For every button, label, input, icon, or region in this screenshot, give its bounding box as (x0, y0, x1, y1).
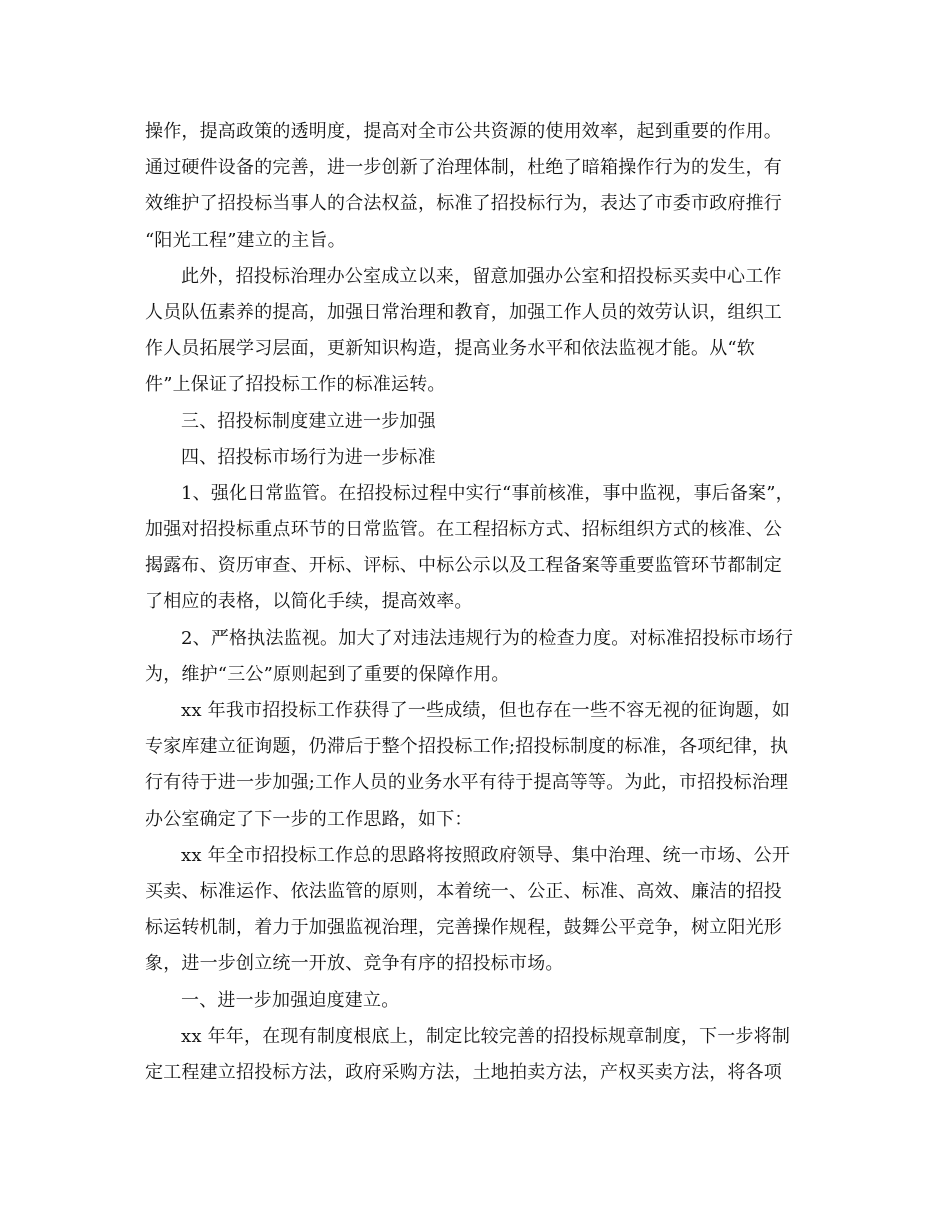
text-line: 定工程建立招投标方法，政府采购方法，土地拍卖方法，产权买卖方法，将各项 (145, 1061, 782, 1083)
text-line: 通过硬件设备的完善，进一步创新了治理体制，杜绝了暗箱操作行为的发生，有 (145, 157, 782, 179)
text-line: 操作，提高政策的透明度，提高对全市公共资源的使用效率，起到重要的作用。 (145, 121, 782, 142)
text-line: xx 年我市招投标工作获得了一些成绩，但也存在一些不容无视的征询题，如 (181, 700, 791, 721)
text-line: 了相应的表格，以简化手续，提高效率。 (145, 591, 473, 613)
text-line: 作人员拓展学习层面，更新知识构造，提高业务水平和依法监视才能。从“软 (145, 338, 755, 360)
text-line: 专家库建立征询题，仍滞后于整个招投标工作;招投标制度的标准，各项纪律，执 (145, 736, 789, 758)
text-line: 2、严格执法监视。加大了对违法违规行为的检查力度。对标准招投标市场行 (181, 627, 794, 649)
text-line: xx 年年，在现有制度根底上，制定比较完善的招投标规章制度，下一步将制 (181, 1025, 791, 1047)
text-line: 加强对招投标重点环节的日常监管。在工程招标方式、招标组织方式的核准、公 (145, 519, 782, 541)
text-line: 标运转机制，着力于加强监视治理，完善操作规程，鼓舞公平竞争，树立阳光形 (145, 917, 782, 939)
text-line: “阳光工程”建立的主旨。 (145, 229, 346, 251)
text-line: 行有待于进一步加强;工作人员的业务水平有待于提高等等。为此，市招投标治理 (145, 772, 789, 794)
text-line: 三、招投标制度建立进一步加强 (181, 410, 436, 432)
text-line: 办公室确定了下一步的工作思路，如下： (145, 808, 473, 830)
text-line: 效维护了招投标当事人的合法权益，标准了招投标行为，表达了市委市政府推行 (145, 193, 782, 215)
text-line: 为，维护“三公”原则起到了重要的保障作用。 (145, 663, 510, 685)
text-line: 四、招投标市场行为进一步标准 (181, 446, 436, 468)
text-line: 买卖、标准运作、依法监管的原则，本着统一、公正、标准、高效、廉洁的招投 (145, 880, 782, 902)
text-line: 1、强化日常监管。在招投标过程中实行“事前核准，事中监视，事后备案”， (181, 482, 794, 504)
text-line: 揭露布、资历审查、开标、评标、中标公示以及工程备案等重要监管环节都制定 (145, 555, 782, 577)
text-line: 一、进一步加强迫度建立。 (181, 989, 400, 1011)
text-line: xx 年全市招投标工作总的思路将按照政府领导、集中治理、统一市场、公开 (181, 844, 791, 866)
text-line: 象，进一步创立统一开放、竞争有序的招投标市场。 (145, 953, 564, 975)
document-body (145, 114, 815, 1091)
text-line: 人员队伍素养的提高，加强日常治理和教育，加强工作人员的效劳认识，组织工 (145, 301, 782, 323)
text-line: 此外，招投标治理办公室成立以来，留意加强办公室和招投标买卖中心工作 (181, 265, 782, 287)
text-line: 件”上保证了招投标工作的标准运转。 (145, 374, 446, 396)
